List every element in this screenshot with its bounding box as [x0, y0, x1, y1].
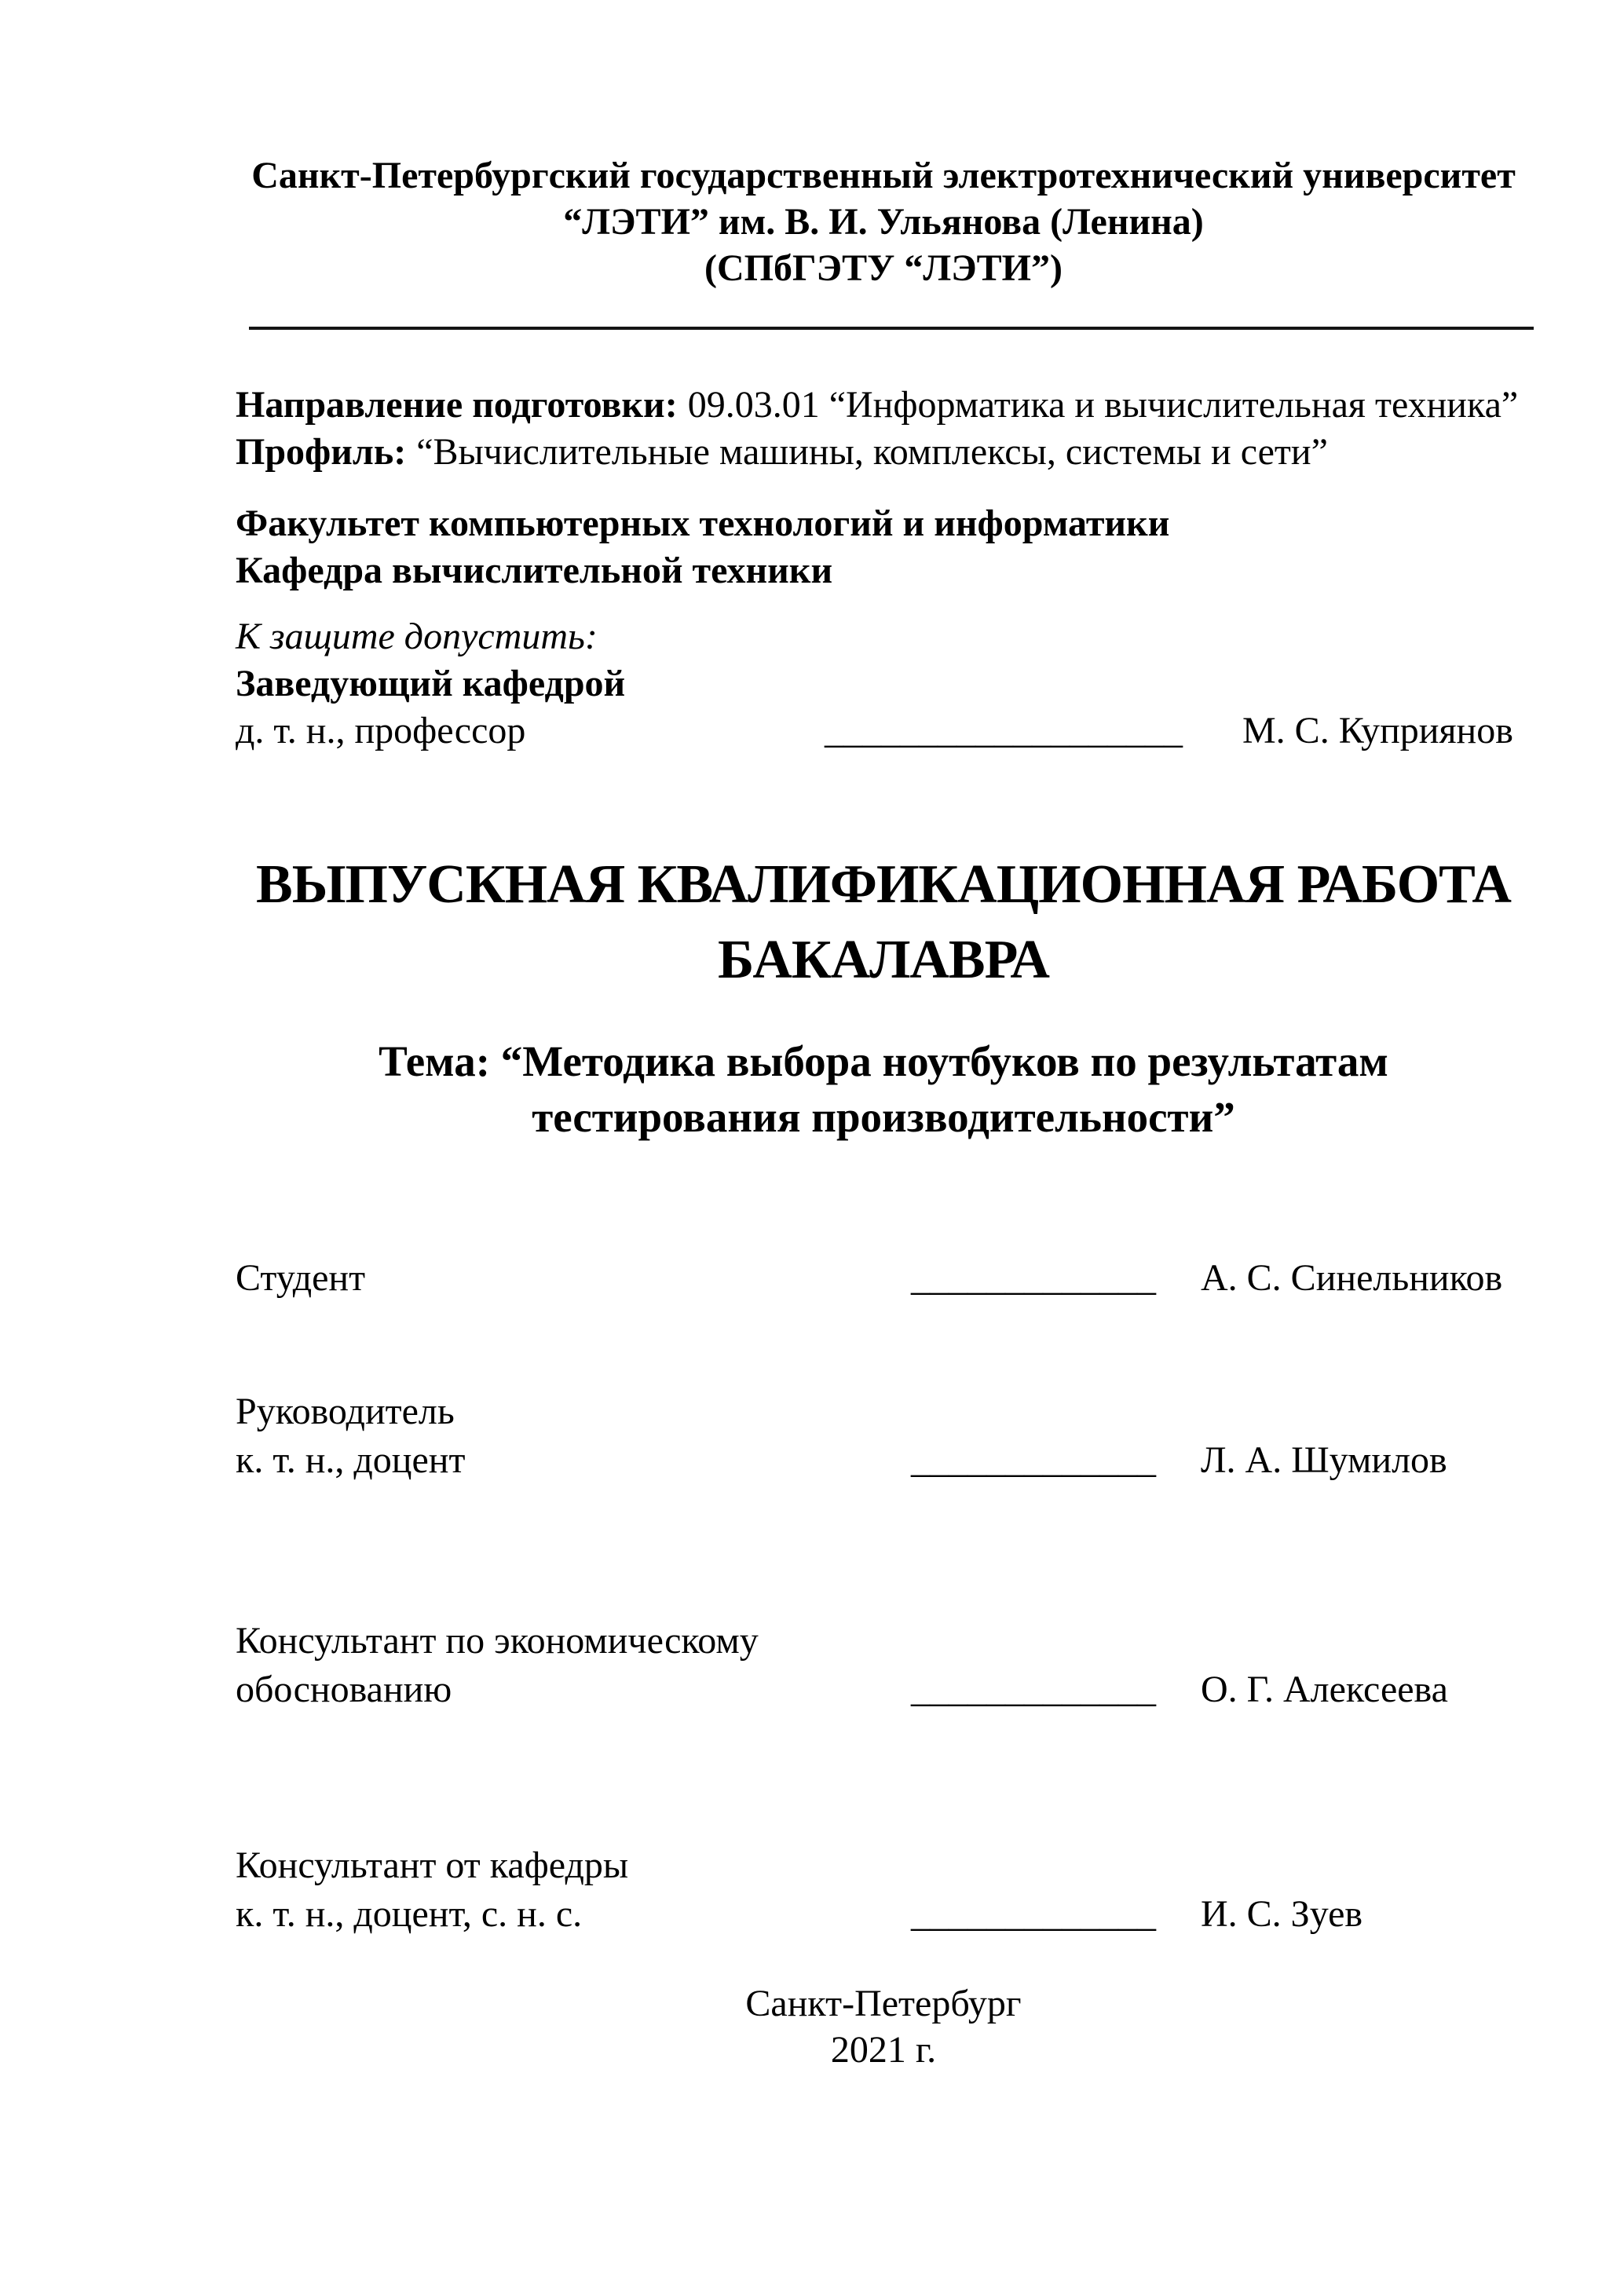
signature-role: Консультант от кафедры: [236, 1844, 629, 1886]
horizontal-rule: [249, 327, 1534, 330]
program-info: [236, 382, 1531, 476]
footer-section: [236, 1980, 1531, 2073]
profile-label: Профиль:: [236, 431, 407, 473]
department-info: [236, 500, 1531, 594]
direction-value: 09.03.01 “Информатика и вычислительная техника”: [687, 384, 1519, 426]
footer-year: 2021 г.: [830, 2029, 937, 2071]
signature-degree: к. т. н., доцент, с. н. с.: [236, 1893, 583, 1935]
approval-section: [236, 613, 1531, 755]
profile-line: [236, 429, 1531, 476]
footer-city: Санкт-Петербург: [745, 1983, 1022, 2024]
signature-row-student: [236, 1254, 1531, 1303]
page-content: [236, 0, 1531, 2296]
signature-name: И. С. Зуев: [1201, 1893, 1363, 1935]
work-title-line2: БАКАЛАВРА: [718, 930, 1049, 990]
signature-role: Руководитель: [236, 1391, 455, 1432]
approval-signature-line: ___________________: [825, 710, 1183, 751]
direction-line: [236, 382, 1531, 429]
topic-section: [236, 1033, 1531, 1145]
signature-line: _____________: [911, 1669, 1156, 1710]
signature-row-economics-consultant: [236, 1617, 1531, 1714]
approval-head-title: Заведующий кафедрой: [236, 663, 626, 704]
signature-role: Консультант по экономическому: [236, 1620, 759, 1662]
signature-name: Л. А. Шумилов: [1201, 1439, 1447, 1481]
university-name: Санкт-Петербургский государственный электротехнический университет: [251, 155, 1516, 196]
signature-row-department-consultant: [236, 1841, 1531, 1939]
university-abbreviation: (СПбГЭТУ “ЛЭТИ”): [704, 247, 1063, 289]
faculty-line: Факультет компьютерных технологий и информатики: [236, 503, 1170, 544]
signature-name: А. С. Синельников: [1201, 1257, 1503, 1299]
direction-label: Направление подготовки:: [236, 384, 678, 426]
chair-line: Кафедра вычислительной техники: [236, 550, 833, 591]
approval-head-name: М. С. Куприянов: [1242, 710, 1513, 751]
signature-role-continued: обоснованию: [236, 1669, 452, 1710]
signature-degree: к. т. н., доцент: [236, 1439, 466, 1481]
signature-line: _____________: [911, 1893, 1156, 1935]
signature-line: _____________: [911, 1439, 1156, 1481]
signature-name: О. Г. Алексеева: [1201, 1669, 1448, 1710]
profile-value: “Вычислительные машины, комплексы, системы и сети”: [416, 431, 1328, 473]
approval-permit-line: К защите допустить:: [236, 616, 598, 657]
signature-role: Студент: [236, 1257, 366, 1299]
university-header: [236, 152, 1531, 291]
approval-signature-row: [236, 707, 1531, 755]
work-title-line1: ВЫПУСКНАЯ КВАЛИФИКАЦИОННАЯ РАБОТА: [256, 854, 1511, 915]
university-short-name: “ЛЭТИ” им. В. И. Ульянова (Ленина): [563, 201, 1204, 243]
topic-line2: тестирования производительности”: [532, 1093, 1235, 1141]
signature-row-supervisor: [236, 1387, 1531, 1485]
topic-line1: Тема: “Методика выбора ноутбуков по результатам: [379, 1037, 1388, 1085]
approval-head-degree: д. т. н., профессор: [236, 710, 526, 751]
signature-line: _____________: [911, 1257, 1156, 1299]
